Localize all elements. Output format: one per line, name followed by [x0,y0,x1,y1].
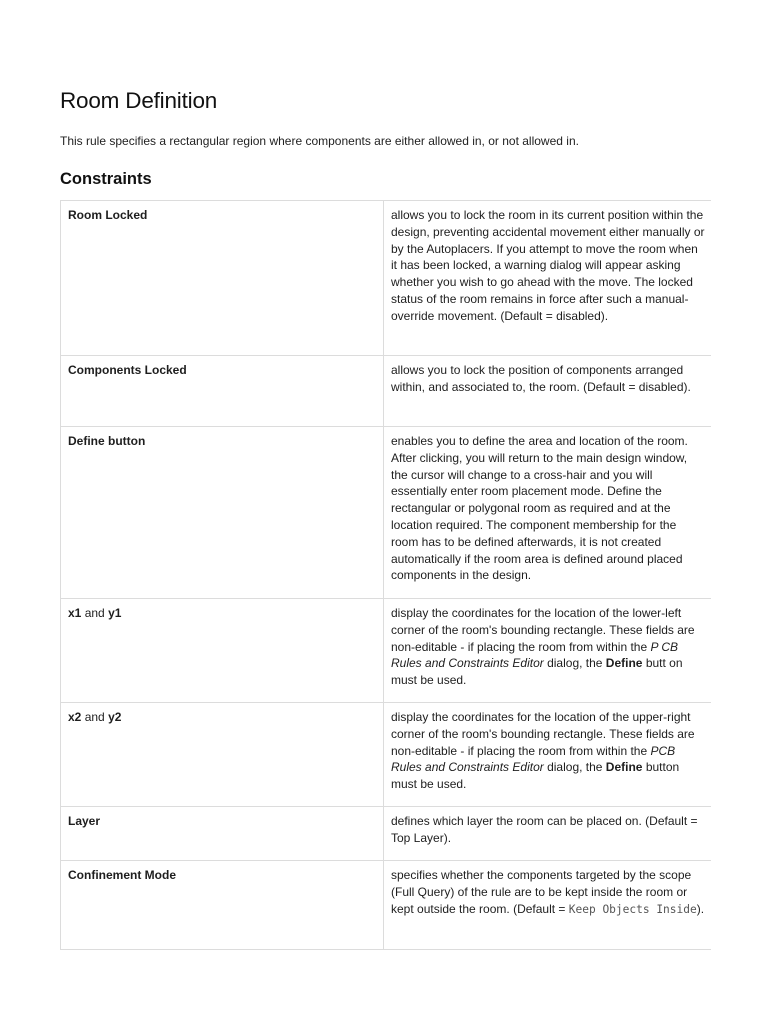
desc-text: butt on must be used. [391,656,683,688]
desc-text: button must be used. [391,760,680,792]
constraint-description [384,703,712,807]
table-row [61,861,712,950]
constraint-description: allows you to lock the room in its current position within the design, preventing accidental movement either manually or by the Autoplacers. If you attempt to move the room when it has been locked, a warning dialog will appear asking whether you wish to go ahead with the move. The locked status of the room remains in force after such a manual-override movement. (Default = disabled). [384,201,712,356]
term-and: and [81,710,109,724]
desc-italic-ref: P CB Rules and Constraints Editor [391,639,679,671]
constraint-description [384,599,712,703]
constraint-term [61,703,384,807]
desc-text: dialog, the [543,656,606,671]
constraints-table [60,200,711,950]
term-x2: x2 [68,710,82,724]
constraint-description: allows you to lock the position of components arranged within, and associated to, the room. (Default = disabled). [384,356,712,427]
desc-bold-ref: Define [605,760,643,775]
intro-paragraph: This rule specifies a rectangular region where components are either allowed in, or not allowed in. [60,134,579,148]
table-row [61,807,712,861]
desc-text: display the coordinates for the location of the lower-left corner of the room's bounding rectangle. These fields are non-editable - if placing the room from within the [391,606,695,654]
constraint-term: Room Locked [61,201,384,356]
term-x1: x1 [68,606,82,620]
term-y1: y1 [108,606,122,620]
table-row [61,599,712,703]
table-row [61,356,712,427]
constraint-term: Confinement Mode [61,861,384,950]
desc-bold-ref: Define [605,656,643,671]
constraint-description [384,861,712,950]
term-y2: y2 [108,710,122,724]
constraint-term: Components Locked [61,356,384,427]
constraint-term [61,599,384,703]
table-row [61,427,712,599]
table-row [61,703,712,807]
desc-text: display the coordinates for the location of the upper-right corner of the room's bounding rectangle. These fields are non-editable - if placing the room from within the [391,710,695,758]
constraint-term: Define button [61,427,384,599]
page-title: Room Definition [60,88,218,113]
constraint-term: Layer [61,807,384,861]
desc-text: ). [696,901,705,916]
desc-text: dialog, the [543,760,606,775]
constraint-description: defines which layer the room can be placed on. (Default = Top Layer). [384,807,712,861]
section-heading-constraints: Constraints [60,170,152,188]
desc-italic-ref: PCB Rules and Constraints Editor [391,743,676,775]
desc-text: specifies whether the components targeted by the scope (Full Query) of the rule are to be kept inside the room or kept outside the room. (Default = [391,868,692,916]
constraint-description: enables you to define the area and location of the room. After clicking, you will return to the main design window, the cursor will change to a cross-hair and you will essentially enter room placement mode. Define the rectangular or polygonal room as required and at the location required. The component membership for the room has to be defined afterwards, it is not created automatically if the room area is defined around placed components in the design. [384,427,712,599]
table-row [61,201,712,356]
term-and: and [81,606,109,620]
desc-code-value: Keep Objects Inside [568,902,697,916]
